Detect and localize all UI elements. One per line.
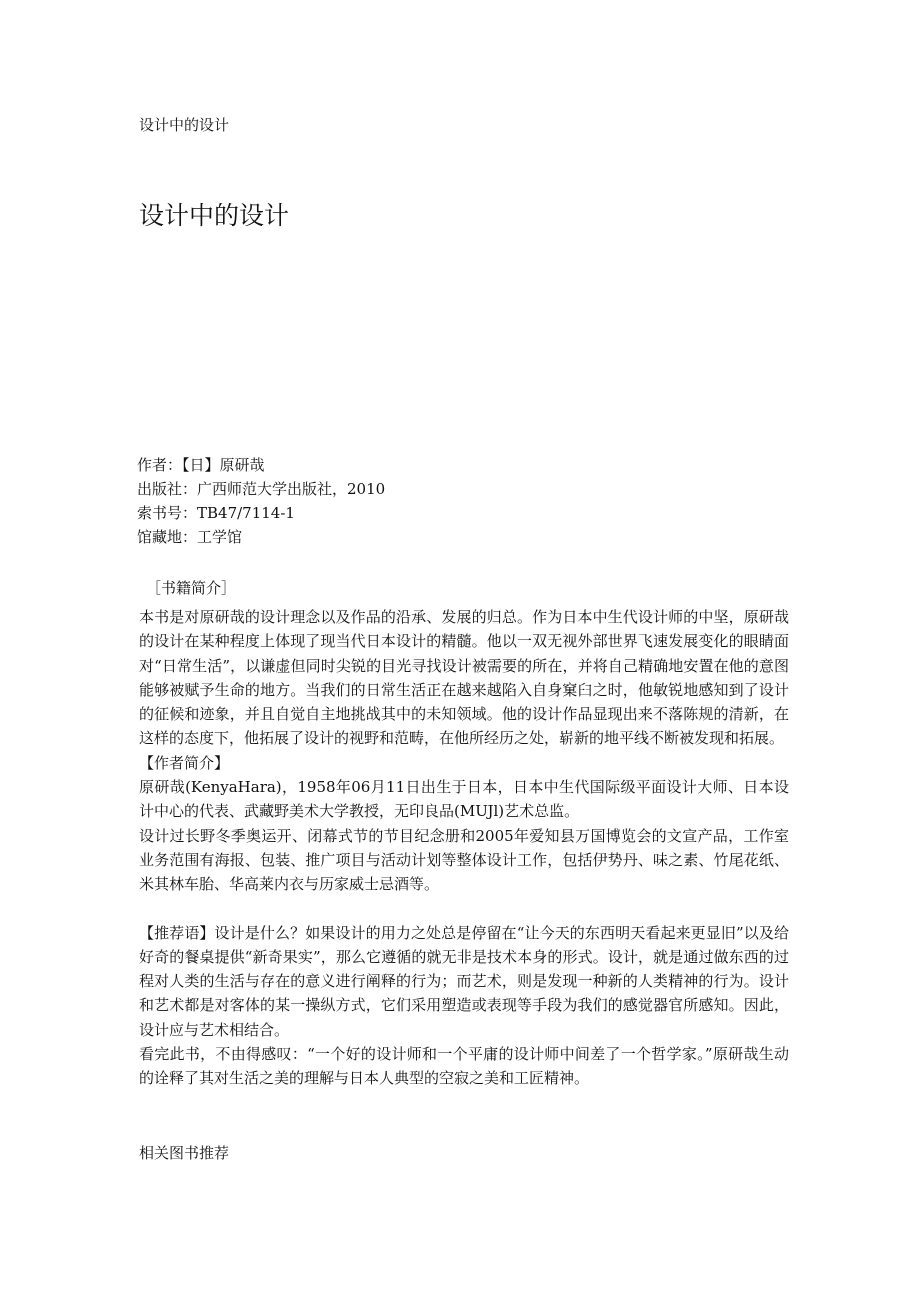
recommendation-paragraph-2: 看完此书，不由得感叹：“一个好的设计师和一个平庸的设计师中间差了一个哲学家。”原研哉生动的诠释了其对生活之美的理解与日本人典型的空寂之美和工匠精神。 bbox=[139, 1045, 789, 1088]
author-intro-paragraph-2: 设计过长野冬季奥运开、闭幕式节的节目纪念册和2005年爱知县万国博览会的文宣产品，工作室业务范围有海报、包装、推广项目与活动计划等整体设计工作，包括伊势丹、味之素、竹尾花纸、米其林车胎、华高莱内衣与历家威士忌酒等。 bbox=[139, 826, 789, 894]
call-number-line: 索书号：TB47/7114-1 bbox=[137, 504, 295, 522]
body-text bbox=[139, 605, 789, 1091]
publisher-line: 出版社：广西师范大学出版社，2010 bbox=[137, 480, 386, 498]
related-books-heading: 相关图书推荐 bbox=[139, 1144, 230, 1162]
book-intro-heading: ［书籍简介］ bbox=[146, 579, 237, 597]
page-title: 设计中的设计 bbox=[139, 201, 290, 230]
running-header: 设计中的设计 bbox=[139, 116, 230, 134]
location-line: 馆藏地：工学馆 bbox=[137, 528, 243, 546]
author-intro-heading: 【作者简介】 bbox=[139, 753, 230, 772]
book-intro-paragraph: 本书是对原研哉的设计理念以及作品的沿承、发展的归总。作为日本中生代设计师的中坚，原研哉的设计在某种程度上体现了现当代日本设计的精髓。他以一双无视外部世界飞速发展变化的眼睛面对“日常生活”，以谦虚但同时尖锐的目光寻找设计被需要的所在，并将自己精确地安置在他的意图能够被赋予生命的地方。当我们的日常生活正在越来越陷入自身窠臼之时，他敏锐地感知到了设计的征候和迹象，并且自觉自主地挑战其中的未知领域。他的设计作品显现出来不落陈规的清新，在这样的态度下，他拓展了设计的视野和范畴，在他所经历之处，崭新的地平线不断被发现和拓展。 bbox=[139, 608, 789, 748]
paragraph-gap bbox=[139, 897, 789, 921]
author-line: 作者：【日】原研哉 bbox=[137, 456, 265, 474]
book-metadata bbox=[137, 453, 385, 549]
author-intro-paragraph-1: 原研哉(KenyaHara)，1958年06月11日出生于日本，日本中生代国际级平面设计大师、日本设计中心的代表、武藏野美术大学教授，无印良品(MUJl)艺术总监。 bbox=[139, 778, 789, 821]
recommendation-paragraph-1: 【推荐语】设计是什么？如果设计的用力之处总是停留在“让今天的东西明天看起来更显旧”以及给好奇的餐桌提供“新奇果实”，那么它遵循的就无非是技术本身的形式。设计，就是通过做东西的过程对人类的生活与存在的意义进行阐释的行为；而艺术，则是发现一种新的人类精神的行为。设计和艺术都是对客体的某一操纵方式，它们采用塑造或表现等手段为我们的感觉器官所感知。因此，设计应与艺术相结合。 bbox=[139, 923, 789, 1039]
